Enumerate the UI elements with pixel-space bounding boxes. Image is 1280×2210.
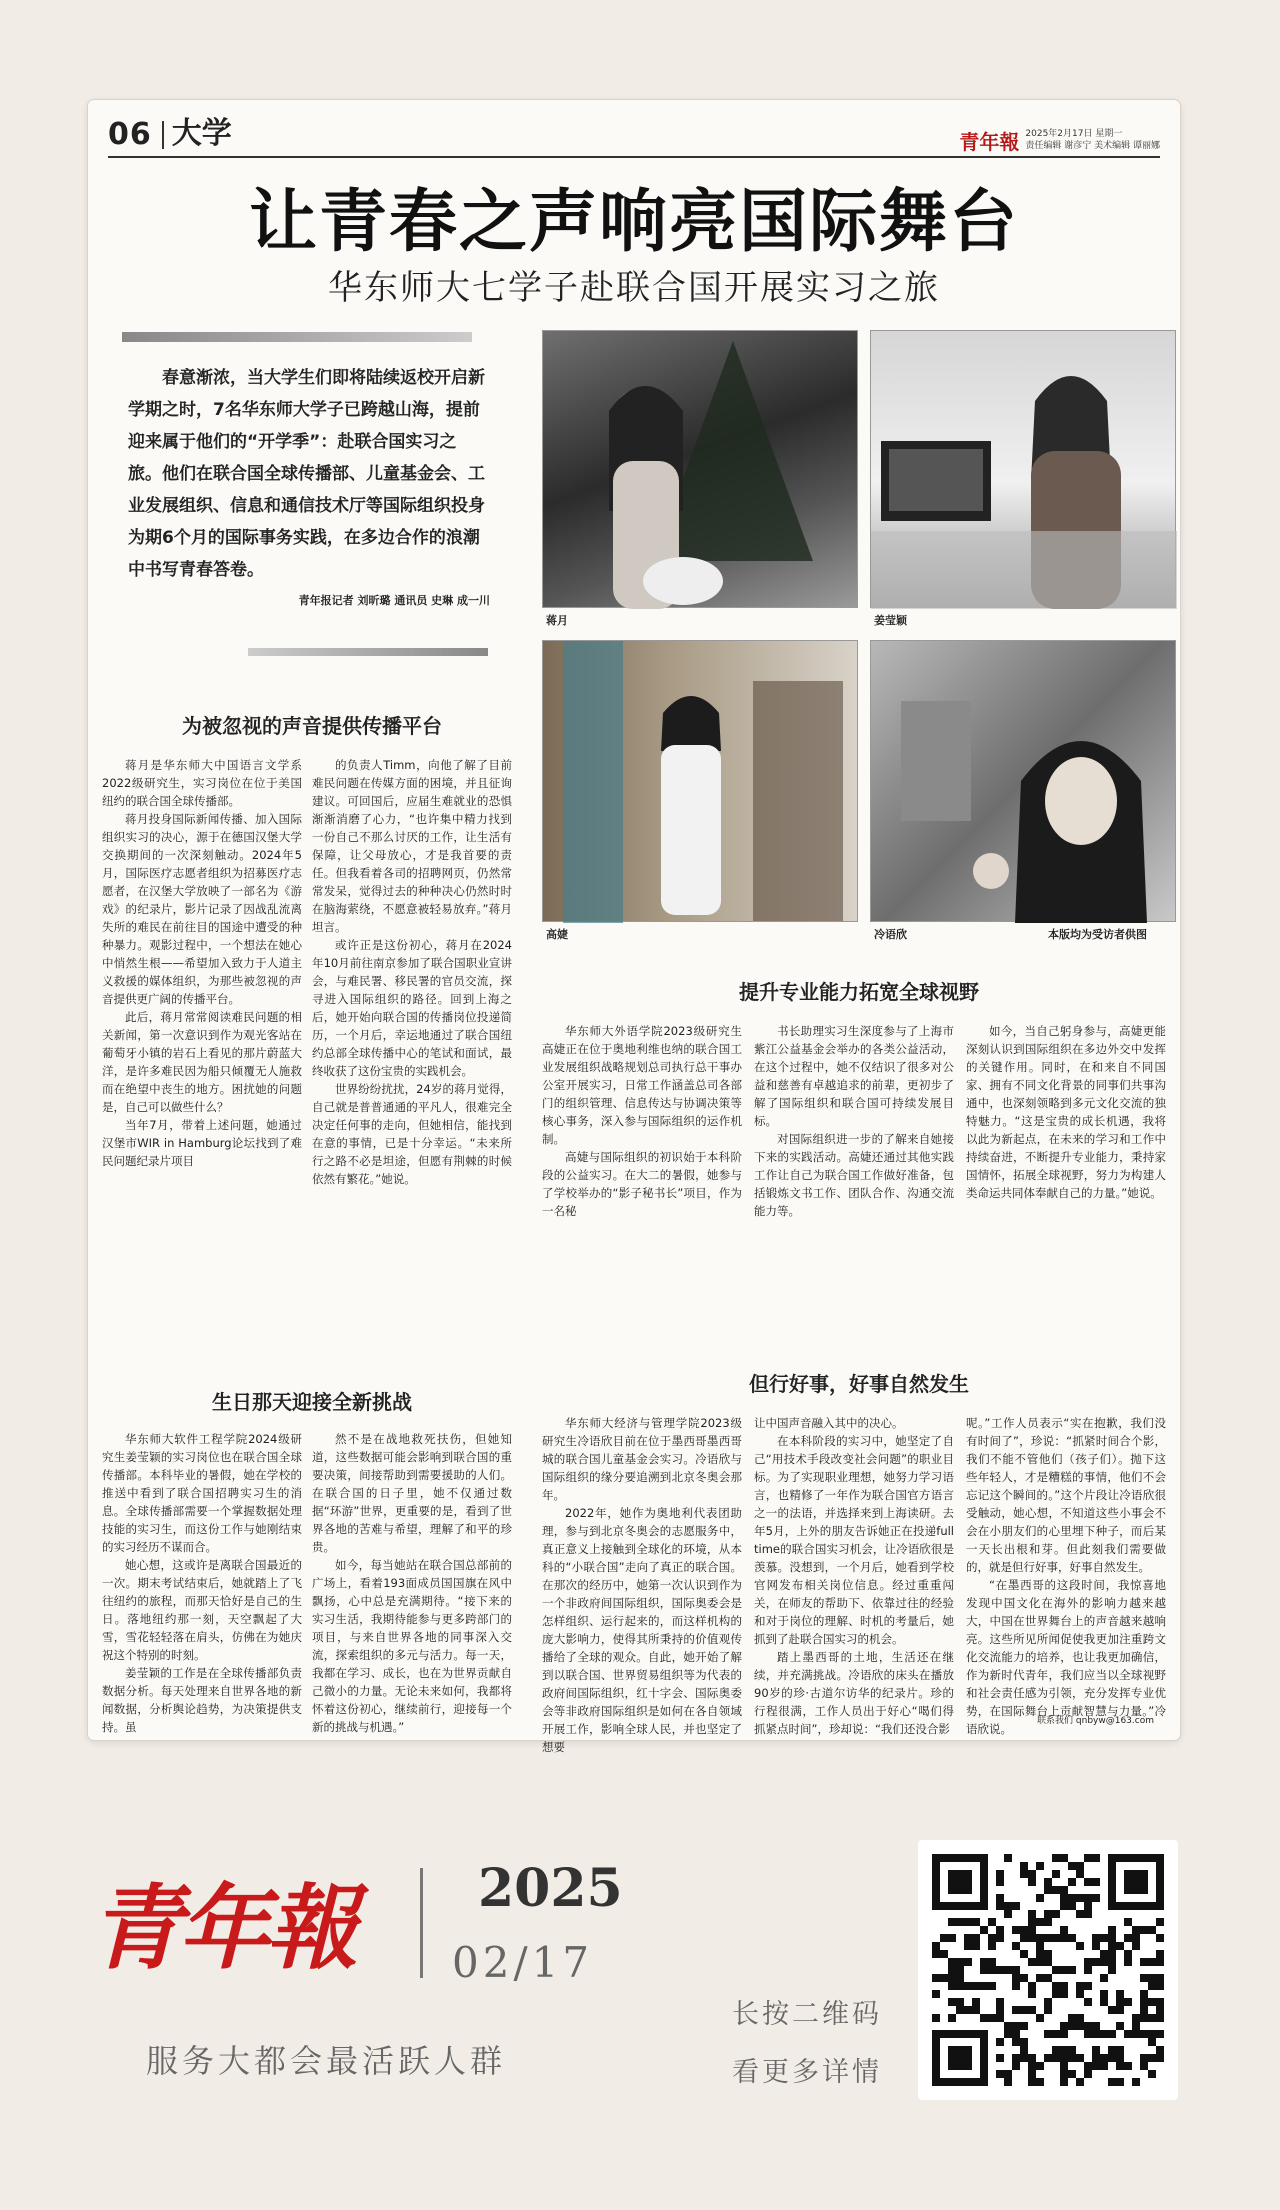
subheadline: 华东师大七学子赴联合国开展实习之旅 — [328, 268, 940, 308]
paragraph: 对国际组织进一步的了解来自她接下来的实践活动。高婕还通过其他实践工作让自己为联合国工作做好准备，包括锻炼文书工作、团队合作、沟通交流能力等。 — [754, 1132, 954, 1218]
paragraph: 她心想，这或许是离联合国最近的一次。期末考试结束后，她就踏上了飞往纽约的旅程，而那天恰好是自己的生日。落地纽约那一刻，天空飘起了大雪，雪花轻轻落在肩头，仿佛在为她庆祝这个特别的时刻。 — [102, 1558, 302, 1662]
photo-jiangyue — [542, 330, 858, 608]
newspaper-logo: 青年報 — [90, 1874, 355, 1982]
lead-decor-bar-2 — [248, 648, 488, 656]
photo-jiangyingying-illustration — [871, 331, 1177, 609]
header-divider — [162, 121, 164, 149]
section1-col2 — [312, 756, 512, 1376]
date-line: 2025年2月17日 星期一 — [1025, 129, 1123, 139]
section3-col1 — [542, 1022, 742, 1354]
paragraph: 然不是在战地救死扶伤，但她知道，这些数据可能会影响到联合国的重要决策，间接帮助到需要援助的人们。在联合国的日子里，她不仅通过数据“环游”世界，更重要的是，看到了世界各地的苦难与希望，理解了和平的珍贵。 — [312, 1432, 512, 1554]
paragraph: 华东师大外语学院2023级研究生高婕正在位于奥地利维也纳的联合国工业发展组织战略规划总司执行总干事办公室开展实习，日常工作涵盖总司各部门的组织管理、信息传达与协调决策等核心事务，深入参与国际组织的运作机制。 — [542, 1024, 742, 1146]
photo-jiangyingying — [870, 330, 1176, 608]
section2-title: 生日那天迎接全新挑战 — [212, 1390, 412, 1414]
paragraph: 如今，每当她站在联合国总部前的广场上，看着193面成员国国旗在风中飘扬，心中总是充满期待。“接下来的实习生活，我期待能参与更多跨部门的项目，与来自世界各地的同事深入交流，探索组织的多元与活力。每一天，我都在学习、成长，也在为世界贡献自己微小的力量。无论未来如何，我都将怀着这份初心，继续前行，迎接每一个新的挑战与机遇。” — [312, 1558, 512, 1734]
paragraph: 让中国声音融入其中的决心。 — [754, 1416, 904, 1430]
section3-col3 — [966, 1022, 1166, 1354]
section3-col2 — [754, 1022, 954, 1354]
caption-jiangyingying: 姜莹颖 — [874, 614, 907, 627]
header-info — [959, 128, 1160, 152]
paragraph: 蒋月是华东师大中国语言文学系2022级研究生，实习岗位在位于美国纽约的联合国全球传播部。 — [102, 758, 302, 808]
paragraph: 姜莹颖的工作是在全球传播部负责数据分析。每天处理来自世界各地的新闻数据，分析舆论趋势，为决策提供支持。虽 — [102, 1666, 302, 1734]
paragraph: 华东师大软件工程学院2024级研究生姜莹颖的实习岗位也在联合国全球传播部。本科毕业的暑假，她在学校的推送中看到了联合国招聘实习生的消息。全球传播部需要一个掌握数据处理技能的实习生，而这份工作与她刚结束的实习经历不谋而合。 — [102, 1432, 302, 1554]
caption-lengyuxin: 冷语欣 — [874, 928, 907, 941]
paragraph: 踏上墨西哥的土地，生活还在继续，并充满挑战。冷语欣的床头在播放90岁的珍·古道尔访华的纪录片。珍的行程很满，工作人员出于好心“喝们得抓紧点时间”，珍却说：“我们还没合影 — [754, 1650, 954, 1736]
page-header — [108, 118, 1160, 158]
bottom-divider — [420, 1868, 423, 1978]
paragraph: 或许正是这份初心，蒋月在2024年10月前往南京参加了联合国职业宣讲会，与难民署、移民署的官员交流，探寻进入国际组织的路径。回到上海之后，她开始向联合国的传播岗位投递简历，一个月后，幸运地通过了联合国纽约总部全球传播中心的笔试和面试，最终收获了这份宝贵的实践机会。 — [312, 938, 512, 1078]
section-name: 大学 — [171, 116, 232, 151]
photo-jiangyue-illustration — [543, 331, 859, 609]
lead-decor-bar — [122, 332, 472, 342]
paragraph: 当年7月，带着上述问题，她通过汉堡市WIR in Hamburg论坛找到了难民问题纪录片项目 — [102, 1118, 302, 1168]
section4-col2 — [754, 1414, 954, 1736]
paragraph: 此后，蒋月常常阅读难民问题的相关新闻，第一次意识到作为观光客站在葡萄牙小镇的岩石上看见的那片蔚蓝大洋，是许多难民因为船只倾覆无人施救而在绝望中丧生的地方。困扰她的问题是，自己可以做些什么？ — [102, 1010, 302, 1114]
photo-credit: 本版均为受访者供图 — [1048, 928, 1147, 941]
editors-line: 责任编辑 谢彦宁 美术编辑 谭丽娜 — [1025, 141, 1160, 151]
page-number: 06 — [108, 117, 152, 152]
lead-paragraph: 春意渐浓，当大学生们即将陆续返校开启新学期之时，7名华东师大学子已跨越山海，提前迎来属于他们的“开学季”：赴联合国实习之旅。他们在联合国全球传播部、儿童基金会、工业发展组织、信息和通信技术厅等国际组织投身为期6个月的国际事务实践，在多边合作的浪潮中书写青春答卷。 — [128, 368, 485, 580]
section3-title: 提升专业能力拓宽全球视野 — [739, 980, 979, 1004]
section2-col2 — [312, 1430, 512, 1734]
paragraph: 的负责人Timm，向他了解了目前难民问题在传媒方面的困境，并且征询建议。可回国后，应届生难就业的恐惧渐渐消磨了心力，“也许集中精力找到一份自己不那么讨厌的工作，让生活有保障，让父母放心，才是我首要的责任。但我看着各司的招聘网页，仍然常常发呆，觉得过去的种种决心仍然时时在脑海萦绕，不愿意被轻易放弃。”蒋月坦言。 — [312, 758, 512, 934]
section4-title: 但行好事，好事自然发生 — [749, 1372, 969, 1396]
paragraph: 在本科阶段的实习中，她坚定了自己“用技术手段改变社会问题”的职业目标。为了实现职业理想，她努力学习语言，也精修了一年作为联合国官方语言之一的法语，并选择来到上海读研。去年5月，上外的朋友告诉她正在投递full time的联合国实习机会，让冷语欣很是羡慕。没想到，一个月后，她看到学校官网发布相关岗位信息。经过重重闯关，在师友的帮助下、依靠过往的经验和对于岗位的理解、时机的考量后，她抓到了赴联合国实习的机会。 — [754, 1434, 954, 1646]
photo-gaojie-illustration — [543, 641, 859, 923]
section2-col1 — [102, 1430, 302, 1734]
section4-col1 — [542, 1414, 742, 1754]
paragraph: “在墨西哥的这段时间，我惊喜地发现中国文化在海外的影响力越来越大，中国在世界舞台上的声音越来越响亮。这些所见所闻促使我更加注重跨文化交流能力的培养，也让我更加确信，作为新时代青年，我们应当以全球视野和社会责任感为引领，充分发挥专业优势，在国际舞台上贡献智慧与力量。”冷语欣说。 — [966, 1578, 1166, 1736]
mini-logo: 青年報 — [959, 130, 1020, 154]
paragraph: 华东师大经济与管理学院2023级研究生冷语欣目前在位于墨西哥墨西哥城的联合国儿童基金会实习。冷语欣与国际组织的缘分要追溯到北京冬奥会那年。 — [542, 1416, 742, 1502]
issue-date: 02/17 — [452, 1938, 594, 1987]
contact-footnote: 联系我们 qnbyw@163.com — [1037, 1716, 1154, 1726]
headline: 让青春之声响亮国际舞台 — [248, 182, 1019, 262]
paragraph: 2022年，她作为奥地利代表团助理，参与到北京冬奥会的志愿服务中，真正意义上接触到全球化的环境，从本科的“小联合国”走向了真正的联合国。在那次的经历中，她第一次认识到作为一个非政府间国际组织，国际奥委会是怎样组织、运行起来的，而这样机构的庞大影响力，使得其所秉持的价值观传播给了全球的观众。自此，她开始了解到以联合国、世界贸易组织等为代表的政府间国际组织，红十字会、国际奥委会等非政府国际组织是如何在各自领域开展工作，影响全球人民，并也坚定了想要 — [542, 1506, 742, 1754]
issue-year: 2025 — [478, 1858, 623, 1919]
photo-gaojie — [542, 640, 858, 922]
paragraph: 世界纷纷扰扰，24岁的蒋月觉得，自己就是普普通通的平凡人，很难完全决定任何事的走向，但她相信，能找到在意的事情，已是十分幸运。“未来所行之路不必是坦途，但愿有荆棘的时候依然有繁花。”她说。 — [312, 1082, 512, 1186]
paragraph: 书长助理实习生深度参与了上海市紫江公益基金会举办的各类公益活动，在这个过程中，她不仅结识了很多对公益和慈善有卓越追求的前辈，更初步了解了国际组织和联合国可持续发展目标。 — [754, 1024, 954, 1128]
photo-lengyuxin — [870, 640, 1176, 922]
slogan: 服务大都会最活跃人群 — [146, 2042, 507, 2080]
byline: 青年报记者 刘昕璐 通讯员 史琳 成一川 — [298, 594, 490, 607]
paragraph: 如今，当自己躬身参与，高婕更能深刻认识到国际组织在多边外交中发挥的关键作用。同时，在和来自不同国家、拥有不同文化背景的同事们共事沟通中，也深刻领略到多元文化交流的独特魅力。“这是宝贵的成长机遇，我将以此为新起点，在未来的学习和工作中持续奋进，不断提升专业能力，秉持家国情怀，拓展全球视野，努力为构建人类命运共同体奉献自己的力量。”她说。 — [966, 1024, 1166, 1200]
newspaper-page — [88, 100, 1180, 1754]
section1-title: 为被忽视的声音提供传播平台 — [182, 714, 442, 738]
qr-hint-line2: 看更多详情 — [732, 2057, 882, 2088]
section1-col1 — [102, 756, 302, 1376]
qr-hint-line1: 长按二维码 — [732, 1999, 882, 2030]
caption-gaojie: 高婕 — [546, 928, 568, 941]
photo-lengyuxin-illustration — [871, 641, 1177, 923]
paragraph: 高婕与国际组织的初识始于本科阶段的公益实习。在大二的暑假，她参与了学校举办的“影子秘书长”项目，作为一名秘 — [542, 1150, 742, 1218]
caption-jiangyue: 蒋月 — [546, 614, 568, 627]
qr-code-icon — [932, 1854, 1164, 2086]
qr-code[interactable] — [918, 1840, 1178, 2100]
paragraph: 呢。”工作人员表示“实在抱歉，我们没有时间了”，珍说：“抓紧时间合个影，我们不能不管他们（孩子们）。抛下这些年轻人，才是糟糕的事情，他们不会忘记这个瞬间的。”这个片段让冷语欣很受触动，她心想，不知道这些小事会不会在小朋友们的心里埋下种子，而后某一天长出根和芽。但此刻我们需要做的，就是但行好事，好事自然发生。 — [966, 1416, 1166, 1574]
paragraph: 蒋月投身国际新闻传播、加入国际组织实习的决心，源于在德国汉堡大学交换期间的一次深刻触动。2024年5月，国际医疗志愿者组织为招募医疗志愿者，在汉堡大学放映了一部名为《游戏》的纪录片，影片记录了因战乱流离失所的难民在前往目的国途中遭受的种种暴力。观影过程中，一个想法在她心中悄然生根——希望加入致力于人道主义救援的媒体组织，为那些被忽视的声音提供更广阔的传播平台。 — [102, 812, 302, 1006]
